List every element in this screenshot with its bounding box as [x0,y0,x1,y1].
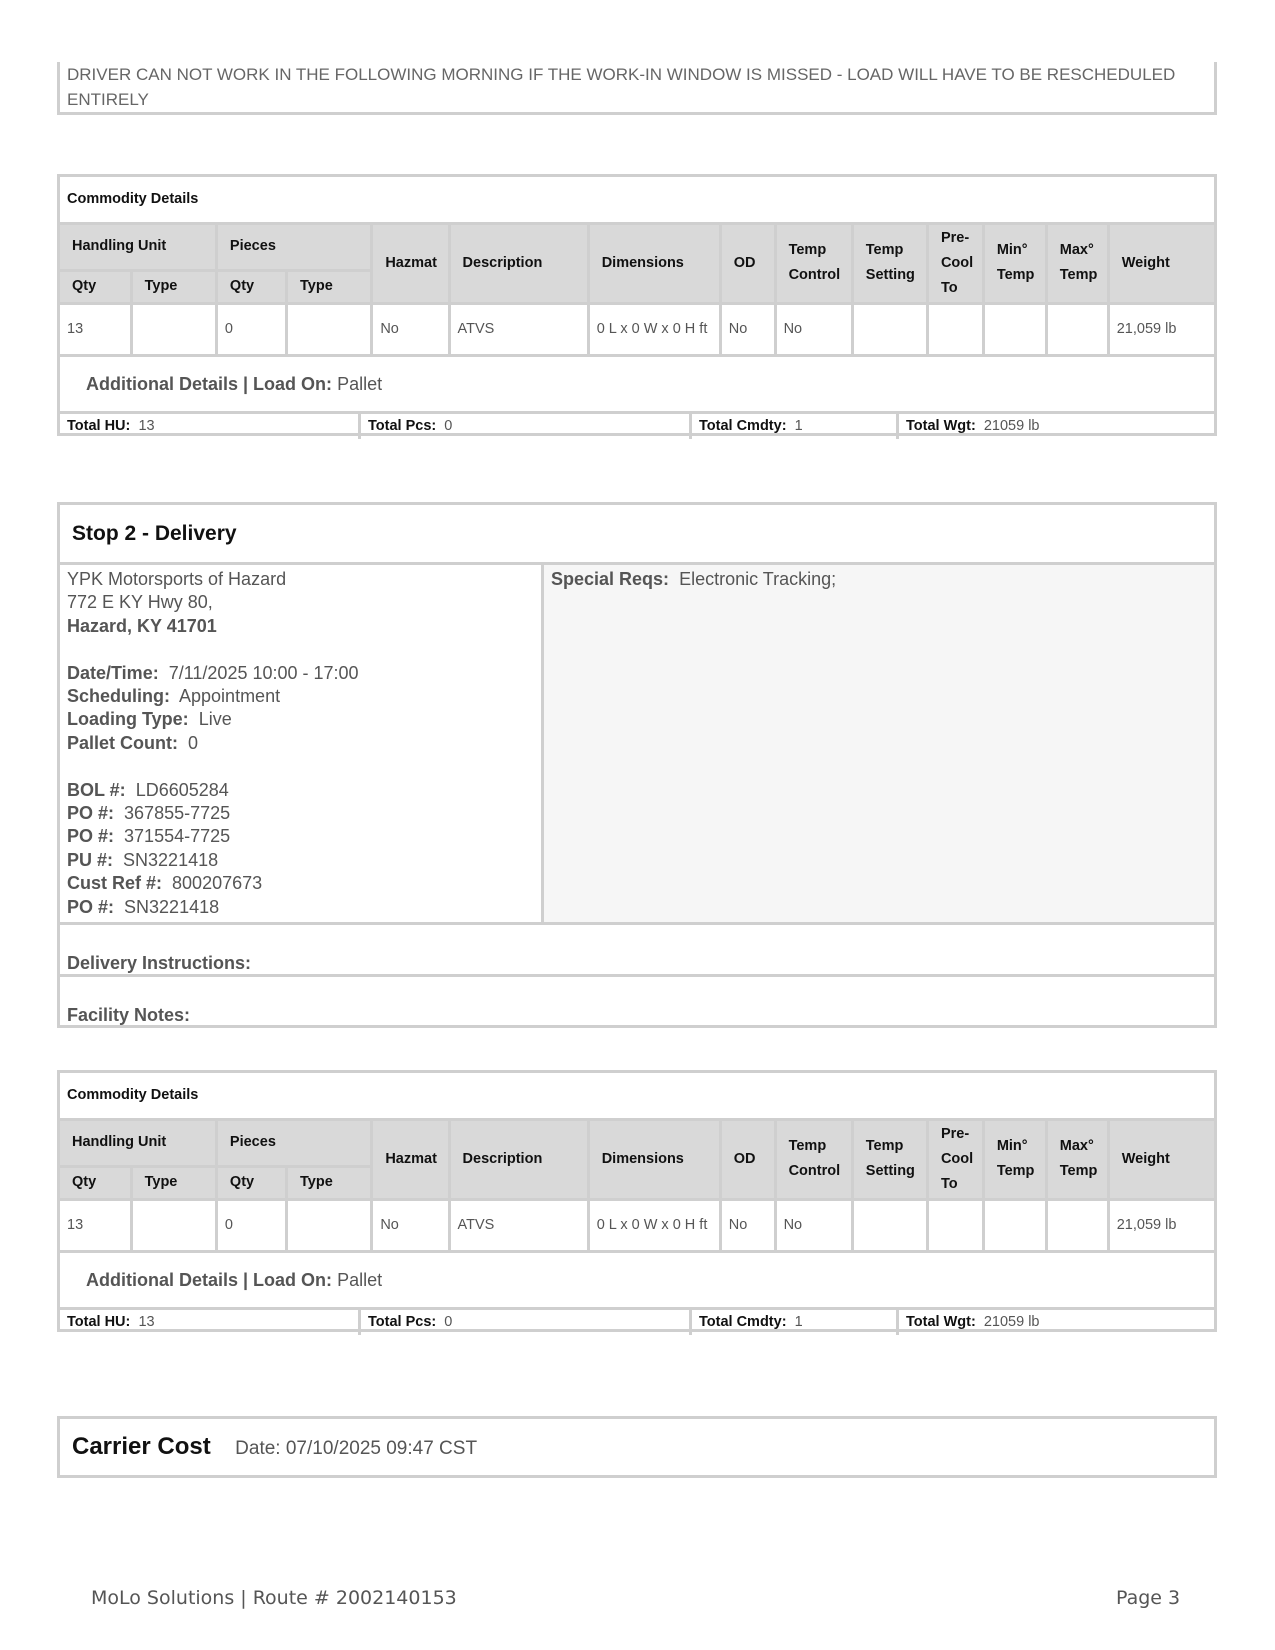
min-temp-header: Min° Temp [983,225,1046,303]
stop-scheduling [67,685,541,708]
od-header: OD [720,1121,775,1199]
min-temp-cell [983,303,1046,355]
footer-page-number: Page 3 [1116,1587,1181,1609]
total-cmdty [689,414,896,439]
total-pcs [358,414,689,439]
stop-block [57,502,1217,1028]
description-header: Description [449,225,588,303]
pieces-header: Pieces [216,1121,371,1166]
total-cmdty-label: Total Cmdty: [699,1313,787,1330]
commodity-table [60,225,1214,357]
od-cell: No [720,303,775,355]
stop-address-details [60,565,544,922]
ref-label: PO #: [67,896,115,917]
additional-details [60,357,1214,414]
commodity-totals [60,1310,1214,1335]
temp-setting-cell [852,1199,927,1251]
hazmat-header: Hazmat [372,1121,449,1199]
driver-note-text: DRIVER CAN NOT WORK IN THE FOLLOWING MORNING IF THE WORK-IN WINDOW IS MISSED - LOAD WILL HAVE TO BE RESCHEDULED ENTIRELY [67,65,1176,109]
dimensions-cell: 0 L x 0 W x 0 H ft [588,1199,720,1251]
ref-label: Cust Ref #: [67,873,163,894]
description-cell: ATVS [449,1199,588,1251]
total-hu [60,1310,358,1335]
ref-value: 800207673 [172,873,263,894]
total-pcs [358,1310,689,1335]
hu-qty-cell: 13 [60,303,131,355]
pcs-type-cell [287,1199,372,1251]
pieces-header: Pieces [216,225,371,270]
stop-title: Stop 2 - Delivery [60,505,1214,565]
driver-note [57,62,1217,115]
hu-type-header: Type [131,270,216,303]
stop-datetime [67,662,541,685]
handling-unit-header: Handling Unit [60,225,216,270]
total-cmdty-value: 1 [794,1313,803,1330]
dimensions-header: Dimensions [588,225,720,303]
total-hu-value: 13 [138,417,155,434]
load-on-value: Pallet [337,373,383,394]
ref-line [67,872,541,895]
stop-city-state-zip: Hazard, KY 41701 [67,615,217,636]
temp-control-cell: No [775,1199,852,1251]
description-header: Description [449,1121,588,1199]
hazmat-cell: No [372,1199,449,1251]
ref-line [67,779,541,802]
total-wgt-value: 21059 lb [983,1313,1040,1330]
ref-line [67,849,541,872]
additional-details [60,1253,1214,1310]
max-temp-header: Max° Temp [1046,225,1108,303]
pcs-qty-header: Qty [216,270,286,303]
additional-details-label: Additional Details | Load On: [86,373,333,394]
ref-line [67,802,541,825]
total-hu-label: Total HU: [67,417,131,434]
max-temp-header: Max° Temp [1046,1121,1108,1199]
pre-cool-to-header: Pre-Cool To [927,225,983,303]
carrier-cost-date: Date: 07/10/2025 09:47 CST [235,1438,478,1459]
total-hu-value: 13 [138,1313,155,1330]
description-cell: ATVS [449,303,588,355]
hu-type-cell [131,303,216,355]
temp-setting-cell [852,303,927,355]
weight-header: Weight [1108,1121,1214,1199]
pcs-qty-cell: 0 [216,1199,286,1251]
temp-control-cell: No [775,303,852,355]
pre-cool-to-cell [927,1199,983,1251]
hu-type-cell [131,1199,216,1251]
min-temp-header: Min° Temp [983,1121,1046,1199]
stop-pallet-count-value: 0 [188,732,199,753]
ref-line [67,825,541,848]
ref-value: SN3221418 [123,849,219,870]
ref-value: LD6605284 [135,779,229,800]
max-temp-cell [1046,303,1108,355]
temp-setting-header: Temp Setting [852,225,927,303]
total-hu [60,414,358,439]
commodity-details-block [57,1070,1217,1332]
special-requirements [544,565,1214,922]
pre-cool-to-header: Pre-Cool To [927,1121,983,1199]
special-reqs-label: Special Reqs: [551,569,670,589]
dimensions-cell: 0 L x 0 W x 0 H ft [588,303,720,355]
temp-setting-header: Temp Setting [852,1121,927,1199]
facility-notes: Facility Notes: [67,1005,191,1025]
pcs-qty-header: Qty [216,1166,286,1199]
total-wgt [896,1310,1214,1335]
commodity-totals [60,414,1214,439]
weight-cell: 21,059 lb [1108,303,1214,355]
weight-header: Weight [1108,225,1214,303]
min-temp-cell [983,1199,1046,1251]
stop-name: YPK Motorsports of Hazard [67,569,287,589]
total-wgt [896,414,1214,439]
stop-datetime-label: Date/Time: [67,662,159,683]
max-temp-cell [1046,1199,1108,1251]
total-hu-label: Total HU: [67,1313,131,1330]
stop-scheduling-value: Appointment [179,686,281,707]
weight-cell: 21,059 lb [1108,1199,1214,1251]
ref-label: PU #: [67,849,114,870]
pcs-type-cell [287,303,372,355]
total-cmdty-value: 1 [794,417,803,434]
temp-control-header: Temp Control [775,1121,852,1199]
stop-body [60,565,1214,925]
od-cell: No [720,1199,775,1251]
pcs-type-header: Type [287,1166,372,1199]
load-on-value: Pallet [337,1269,383,1290]
total-pcs-value: 0 [444,417,453,434]
additional-details-label: Additional Details | Load On: [86,1269,333,1290]
stop-loading-type-label: Loading Type: [67,709,189,730]
total-cmdty [689,1310,896,1335]
hazmat-header: Hazmat [372,225,449,303]
temp-control-header: Temp Control [775,225,852,303]
total-wgt-label: Total Wgt: [906,1313,976,1330]
ref-value: SN3221418 [124,896,220,917]
hazmat-cell: No [372,303,449,355]
stop-street: 772 E KY Hwy 80, [67,592,213,613]
commodity-details-block [57,174,1217,436]
pcs-qty-cell: 0 [216,303,286,355]
carrier-cost-block [57,1416,1217,1478]
hu-qty-header: Qty [60,1166,131,1199]
ref-line [67,896,541,919]
ref-value: 367855-7725 [124,803,231,824]
stop-pallet-count [67,732,541,755]
special-reqs-value: Electronic Tracking; [679,569,837,589]
stop-datetime-value: 7/11/2025 10:00 - 17:00 [168,662,359,683]
total-pcs-value: 0 [444,1313,453,1330]
pcs-type-header: Type [287,270,372,303]
footer-route: MoLo Solutions | Route # 2002140153 [91,1587,457,1609]
carrier-cost-title: Carrier Cost [72,1433,211,1460]
total-pcs-label: Total Pcs: [368,1313,437,1330]
commodity-details-title: Commodity Details [60,177,1214,225]
stop-loading-type-value: Live [198,709,232,730]
od-header: OD [720,225,775,303]
hu-type-header: Type [131,1166,216,1199]
commodity-row [60,1199,1214,1251]
total-cmdty-label: Total Cmdty: [699,417,787,434]
ref-label: PO #: [67,803,115,824]
stop-pallet-count-label: Pallet Count: [67,732,178,753]
hu-qty-header: Qty [60,270,131,303]
stop-loading-type [67,708,541,731]
delivery-instructions: Delivery Instructions: [60,925,1214,977]
dimensions-header: Dimensions [588,1121,720,1199]
total-pcs-label: Total Pcs: [368,417,437,434]
stop-scheduling-label: Scheduling: [67,686,170,707]
total-wgt-value: 21059 lb [983,417,1040,434]
pre-cool-to-cell [927,303,983,355]
commodity-table [60,1121,1214,1253]
ref-label: BOL #: [67,779,126,800]
ref-label: PO #: [67,826,115,847]
ref-value: 371554-7725 [124,826,231,847]
handling-unit-header: Handling Unit [60,1121,216,1166]
hu-qty-cell: 13 [60,1199,131,1251]
commodity-row [60,303,1214,355]
commodity-details-title: Commodity Details [60,1073,1214,1121]
total-wgt-label: Total Wgt: [906,417,976,434]
